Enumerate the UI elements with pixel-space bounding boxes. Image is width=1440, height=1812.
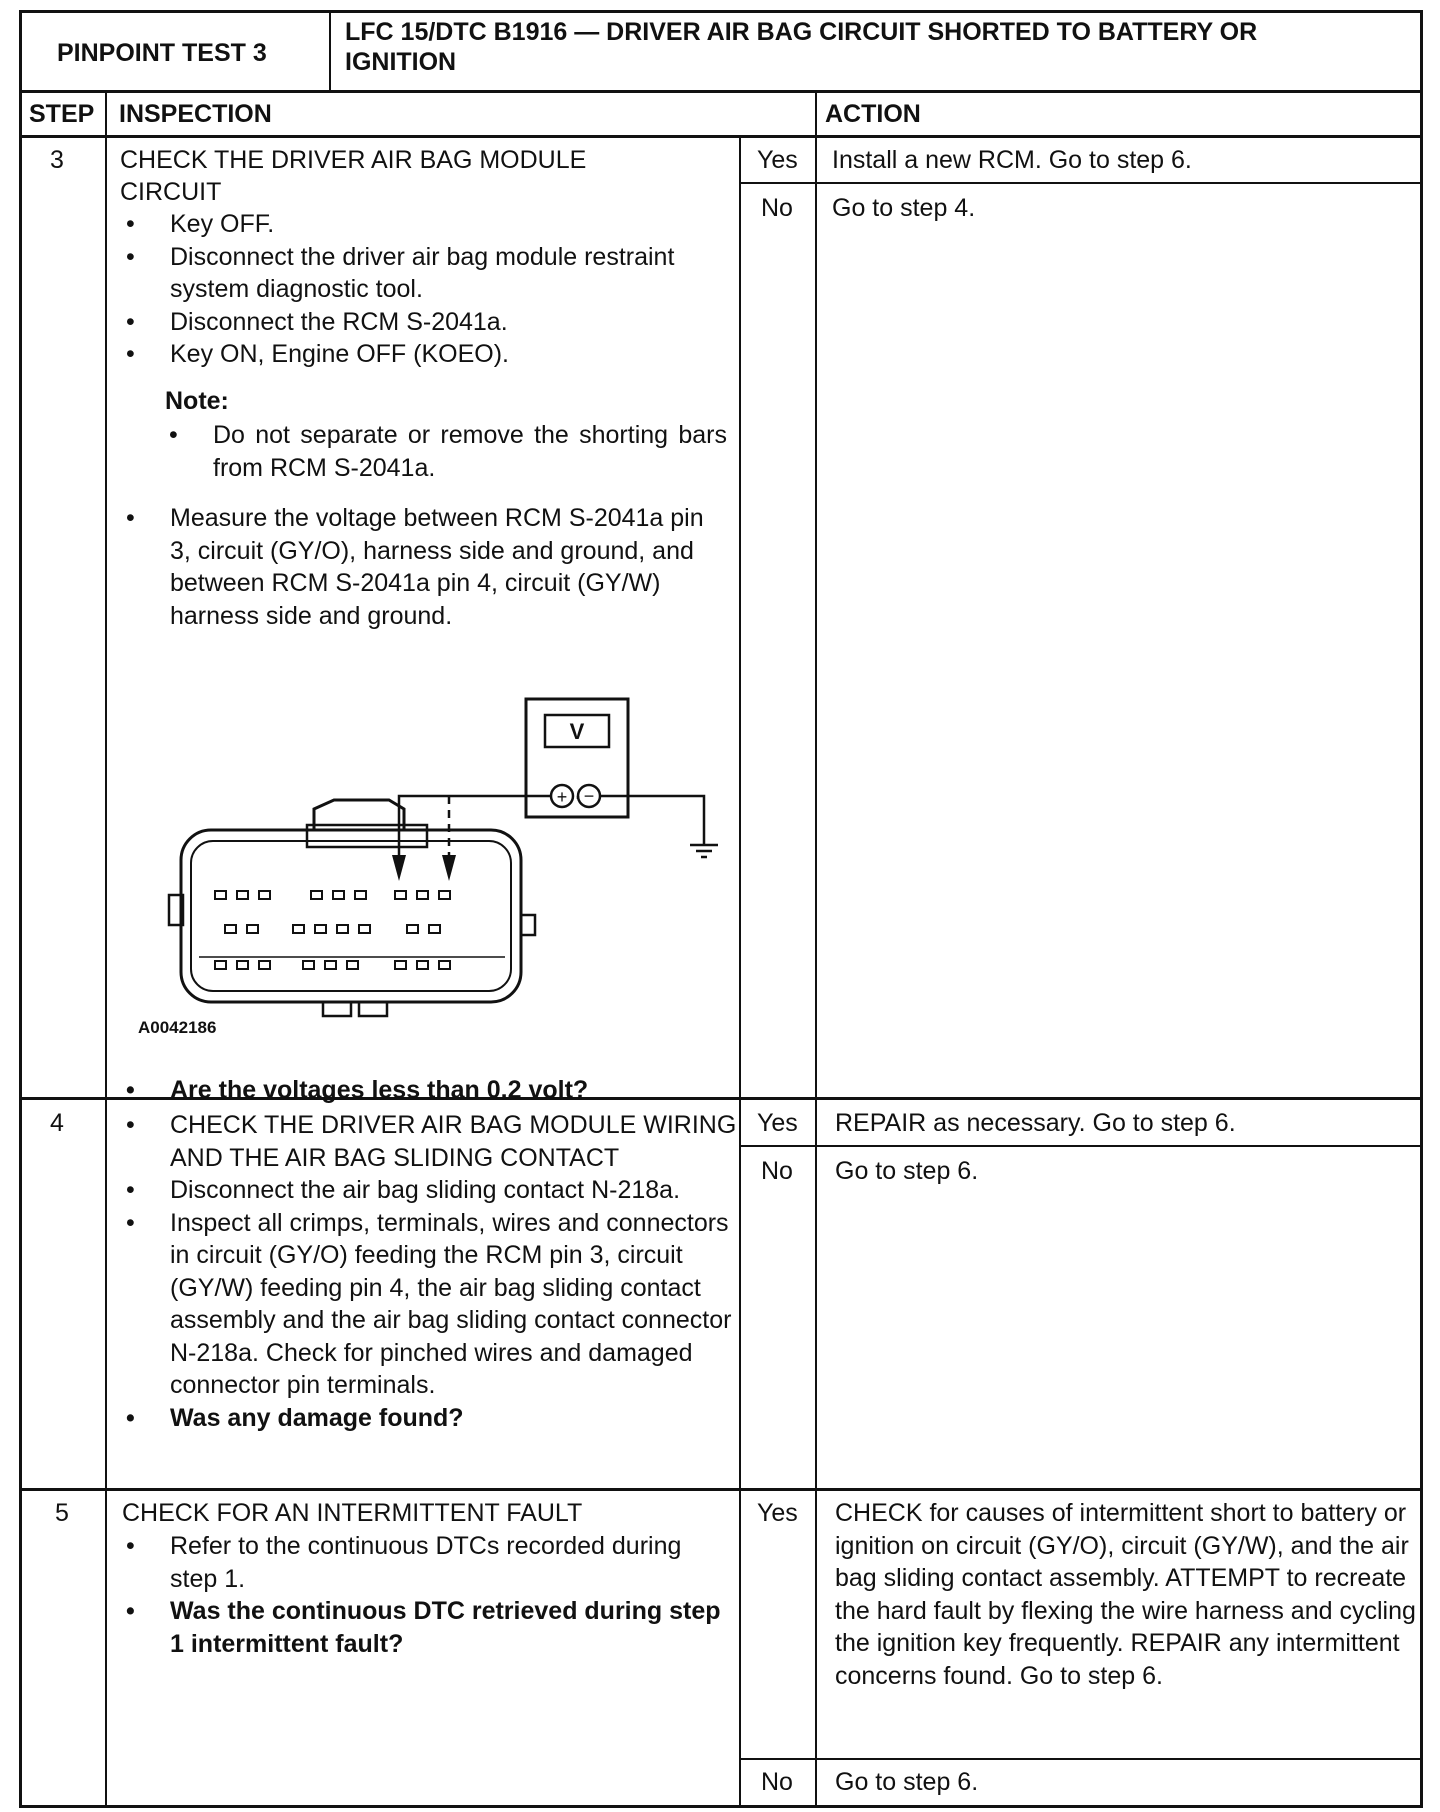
title-line-1: LFC 15/DTC B1916 — DRIVER AIR BAG CIRCUIT SHORTED TO BATTERY OR [345, 18, 1258, 46]
step-4-number: 4 [50, 1109, 64, 1137]
step-3-yes-label: Yes [757, 146, 798, 174]
step-5-title: CHECK FOR AN INTERMITTENT FAULT [122, 1499, 583, 1527]
title-line-2: IGNITION [345, 48, 457, 76]
list-item: • Was the continuous DTC retrieved during step 1 intermittent fault? [120, 1595, 732, 1660]
step-3-number: 3 [50, 146, 64, 174]
rule-under-column-headers [19, 135, 1423, 138]
voltmeter-body [526, 699, 628, 817]
connector-outer-shell [181, 830, 521, 1002]
list-item: • Do not separate or remove the shorting bars from RCM S-2041a. [163, 419, 727, 484]
step-3-note-label: Note: [165, 387, 229, 415]
step-3-question-list [120, 1074, 732, 1107]
step-3-note-list [163, 419, 727, 484]
step-5-bullet-list [120, 1530, 732, 1660]
figure-caption: A0042186 [138, 1018, 217, 1037]
list-item: • Measure the voltage between RCM S-2041a pin 3, circuit (GY/O), harness side and ground, and between RCM S-2041a pin 4, circuit (GY/W) harness side and ground. [120, 502, 718, 632]
step-3-title-line-1: CHECK THE DRIVER AIR BAG MODULE [120, 146, 587, 174]
rule-step-4-yes-no [739, 1145, 1423, 1147]
list-item: • Disconnect the RCM S-2041a. [120, 306, 732, 339]
list-item: • Are the voltages less than 0.2 volt? [120, 1074, 732, 1107]
pinpoint-test-label: PINPOINT TEST 3 [57, 39, 267, 67]
column-header-action: ACTION [825, 100, 921, 128]
step-5-yes-action: CHECK for causes of intermittent short to battery or ignition on circuit (GY/O), circuit (GY/W), and the air bag sliding contact assembly. ATTEMPT to recreate the hard fault by flexing the wire harness and cycling the ignition key frequently. REPAIR any intermittent concerns found. Go to step 6. [835, 1499, 1416, 1690]
step-3-measure-list [120, 502, 718, 632]
border-top [19, 10, 1423, 13]
positive-probe [392, 855, 406, 881]
list-item: • CHECK THE DRIVER AIR BAG MODULE WIRING AND THE AIR BAG SLIDING CONTACT [120, 1109, 740, 1174]
connector-bottom-key [323, 1002, 351, 1016]
list-item: • Was any damage found? [120, 1402, 740, 1435]
connector-side-tab-right [521, 915, 535, 935]
step-3-title-line-2: CIRCUIT [120, 178, 222, 206]
rule-step-5-yes-no [739, 1758, 1423, 1760]
list-item: • Disconnect the driver air bag module restraint system diagnostic tool. [120, 241, 732, 306]
step-4-yes-action: REPAIR as necessary. Go to step 6. [835, 1109, 1236, 1137]
rule-step-column [105, 90, 107, 1808]
minus-sign: − [583, 786, 595, 806]
rule-between-step-4-and-5 [19, 1488, 1423, 1491]
step-4-bullet-list [120, 1109, 740, 1434]
voltmeter-symbol: V [569, 719, 585, 744]
step-4-yes-label: Yes [757, 1109, 798, 1137]
ground-lead [600, 796, 704, 845]
step-3-bullet-list [120, 208, 732, 371]
rule-under-title [19, 90, 1423, 93]
rule-action-column [815, 90, 817, 1808]
list-item: • Disconnect the air bag sliding contact N-218a. [120, 1174, 740, 1207]
column-header-inspection: INSPECTION [119, 100, 272, 128]
step-3-yes-action: Install a new RCM. Go to step 6. [832, 146, 1192, 174]
step-4-no-label: No [761, 1157, 793, 1185]
step-3-no-label: No [761, 194, 793, 222]
negative-probe [442, 855, 456, 881]
list-item: • Key ON, Engine OFF (KOEO). [120, 338, 732, 371]
step-3-no-action: Go to step 4. [832, 194, 976, 222]
list-item: • Refer to the continuous DTCs recorded during step 1. [120, 1530, 732, 1595]
step-5-yes-label: Yes [757, 1499, 798, 1527]
plus-sign: + [556, 787, 568, 807]
border-bottom [19, 1805, 1423, 1808]
column-header-step: STEP [29, 100, 95, 128]
step-5-no-action: Go to step 6. [835, 1768, 979, 1796]
list-item: • Key OFF. [120, 208, 732, 241]
rule-yes-no-column [739, 135, 741, 1808]
connector-voltmeter-diagram [159, 685, 595, 1025]
list-item: • Inspect all crimps, terminals, wires and connectors in circuit (GY/O) feeding the RCM pin 3, circuit (GY/W) feeding pin 4, the air bag sliding contact assembly and the air bag sliding contact connector N-218a. Check for pinched wires and damaged connector pin terminals. [120, 1207, 740, 1402]
step-5-number: 5 [55, 1499, 69, 1527]
border-right [1420, 10, 1423, 1808]
rule-step-3-yes-no [739, 182, 1423, 184]
step-4-no-action: Go to step 6. [835, 1157, 979, 1185]
step-5-no-label: No [761, 1768, 793, 1796]
border-left [19, 10, 22, 1808]
header-divider [329, 10, 331, 90]
